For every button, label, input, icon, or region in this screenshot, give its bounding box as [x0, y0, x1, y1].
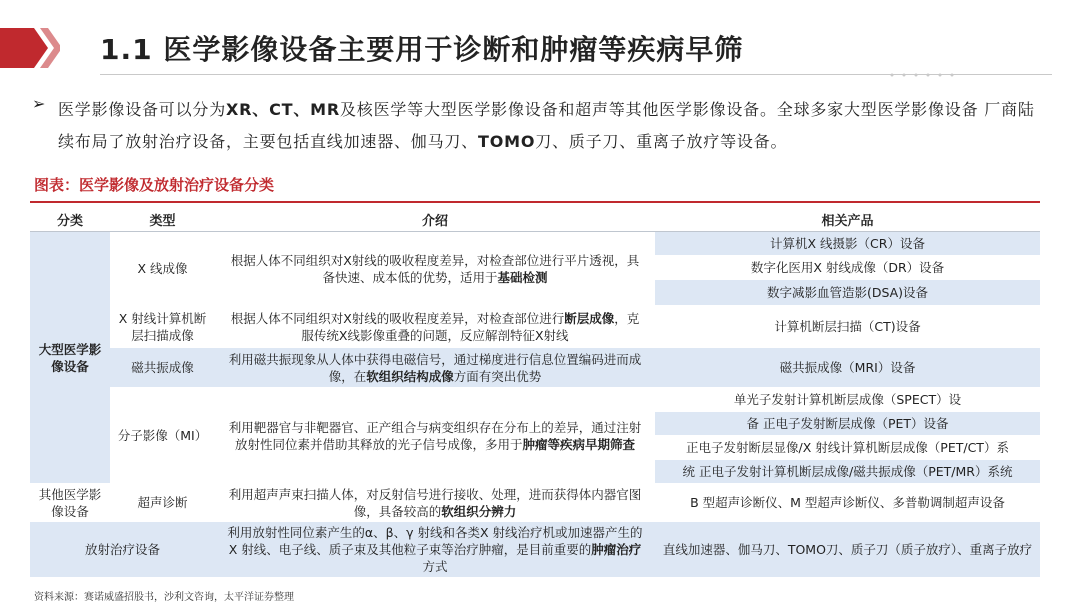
- device-classification-table: [30, 207, 1040, 578]
- product-radiotherapy: 直线加速器、伽马刀、TOMO刀、质子刀（质子放疗）、重离子放疗: [655, 522, 1040, 578]
- product-dr: 数字化医用X 射线成像（DR）设备: [655, 256, 1040, 280]
- product-mri: 磁共振成像（MRI）设备: [655, 348, 1040, 388]
- table-caption: 图表：医学影像及放射治疗设备分类: [34, 176, 275, 194]
- page-title: 1.1 医学影像设备主要用于诊断和肿瘤等疾病早筛: [100, 33, 744, 66]
- type-mri: 磁共振成像: [110, 348, 215, 388]
- table-header-row: [30, 207, 1040, 232]
- type-radiotherapy: 放射治疗设备: [30, 522, 215, 578]
- table-row: [30, 522, 1040, 578]
- intro-paragraph: 医学影像设备可以分为XR、CT、MR及核医学等大型医学影像设备和超声等其他医学影像设备。全球多家大型医学影像设备 厂商陆续布局了放射治疗设备，主要包括直线加速器、伽马刀、TOMO刀、质子刀、重离子放疗等设备。: [58, 100, 1035, 151]
- product-pet-ct: 正电子发射断层显像/X 射线计算机断层成像（PET/CT）系: [655, 436, 1040, 460]
- intro-ultrasound: 利用超声声束扫描人体，对反射信号进行接收、处理，进而获得体内器官图像，具备较高的软组织分辨力: [215, 484, 655, 522]
- product-cr: 计算机X 线摄影（CR）设备: [655, 232, 1040, 256]
- header-intro: 介绍: [215, 207, 655, 232]
- category-large-imaging: 大型医学影像设备: [30, 232, 110, 484]
- header-category: 分类: [30, 207, 110, 232]
- decorative-dots: [880, 70, 1040, 80]
- product-spect: 单光子发射计算机断层成像（SPECT）设: [655, 388, 1040, 412]
- product-ultrasound: B 型超声诊断仪、M 型超声诊断仪、多普勒调制超声设备: [655, 484, 1040, 522]
- category-other-imaging: 其他医学影像设备: [30, 484, 110, 522]
- type-ultrasound: 超声诊断: [110, 484, 215, 522]
- product-pet: 备 正电子发射断层成像（PET）设备: [655, 412, 1040, 436]
- intro-radiotherapy: 利用放射性同位素产生的α、β、γ 射线和各类X 射线治疗机或加速器产生的X 射线、电子线、质子束及其他粒子束等治疗肿瘤，是目前重要的肿瘤治疗方式: [215, 522, 655, 578]
- intro-mi: 利用靶器官与非靶器官、正产组合与病变组织存在分布上的差异，通过注射放射性同位素并借助其释放的光子信号成像，多用于肿瘤等疾病早期筛查: [215, 388, 655, 484]
- table-row: [30, 484, 1040, 522]
- table-row: [30, 232, 1040, 256]
- table-row: [30, 306, 1040, 348]
- table-row: [30, 388, 1040, 412]
- type-ct: X 射线计算机断层扫描成像: [110, 306, 215, 348]
- type-xray: X 线成像: [110, 232, 215, 306]
- product-dsa: 数字减影血管造影(DSA)设备: [655, 280, 1040, 306]
- title-chevron-icon: [0, 28, 60, 68]
- caption-divider: [30, 201, 1040, 203]
- header-type: 类型: [110, 207, 215, 232]
- product-pet-mr: 统 正电子发射计算机断层成像/磁共振成像（PET/MR）系统: [655, 460, 1040, 484]
- header-products: 相关产品: [655, 207, 1040, 232]
- product-ct: 计算机断层扫描（CT)设备: [655, 306, 1040, 348]
- type-mi: 分子影像（MI）: [110, 388, 215, 484]
- table-row: [30, 348, 1040, 388]
- source-note: 资料来源：赛诺威盛招股书，沙利文咨询，太平洋证券整理: [34, 592, 294, 603]
- bullet-arrow-icon: ➢: [32, 94, 46, 113]
- intro-ct: 根据人体不同组织对X射线的吸收程度差异，对检查部位进行断层成像，克服传统X线影像重叠的问题，反应解剖特征X射线: [215, 306, 655, 348]
- intro-mri: 利用磁共振现象从人体中获得电磁信号，通过梯度进行信息位置编码进而成像，在软组织结构成像方面有突出优势: [215, 348, 655, 388]
- intro-xray: 根据人体不同组织对X射线的吸收程度差异，对检查部位进行平片透视，具备快速、成本低的优势，适用于基础检测: [215, 232, 655, 306]
